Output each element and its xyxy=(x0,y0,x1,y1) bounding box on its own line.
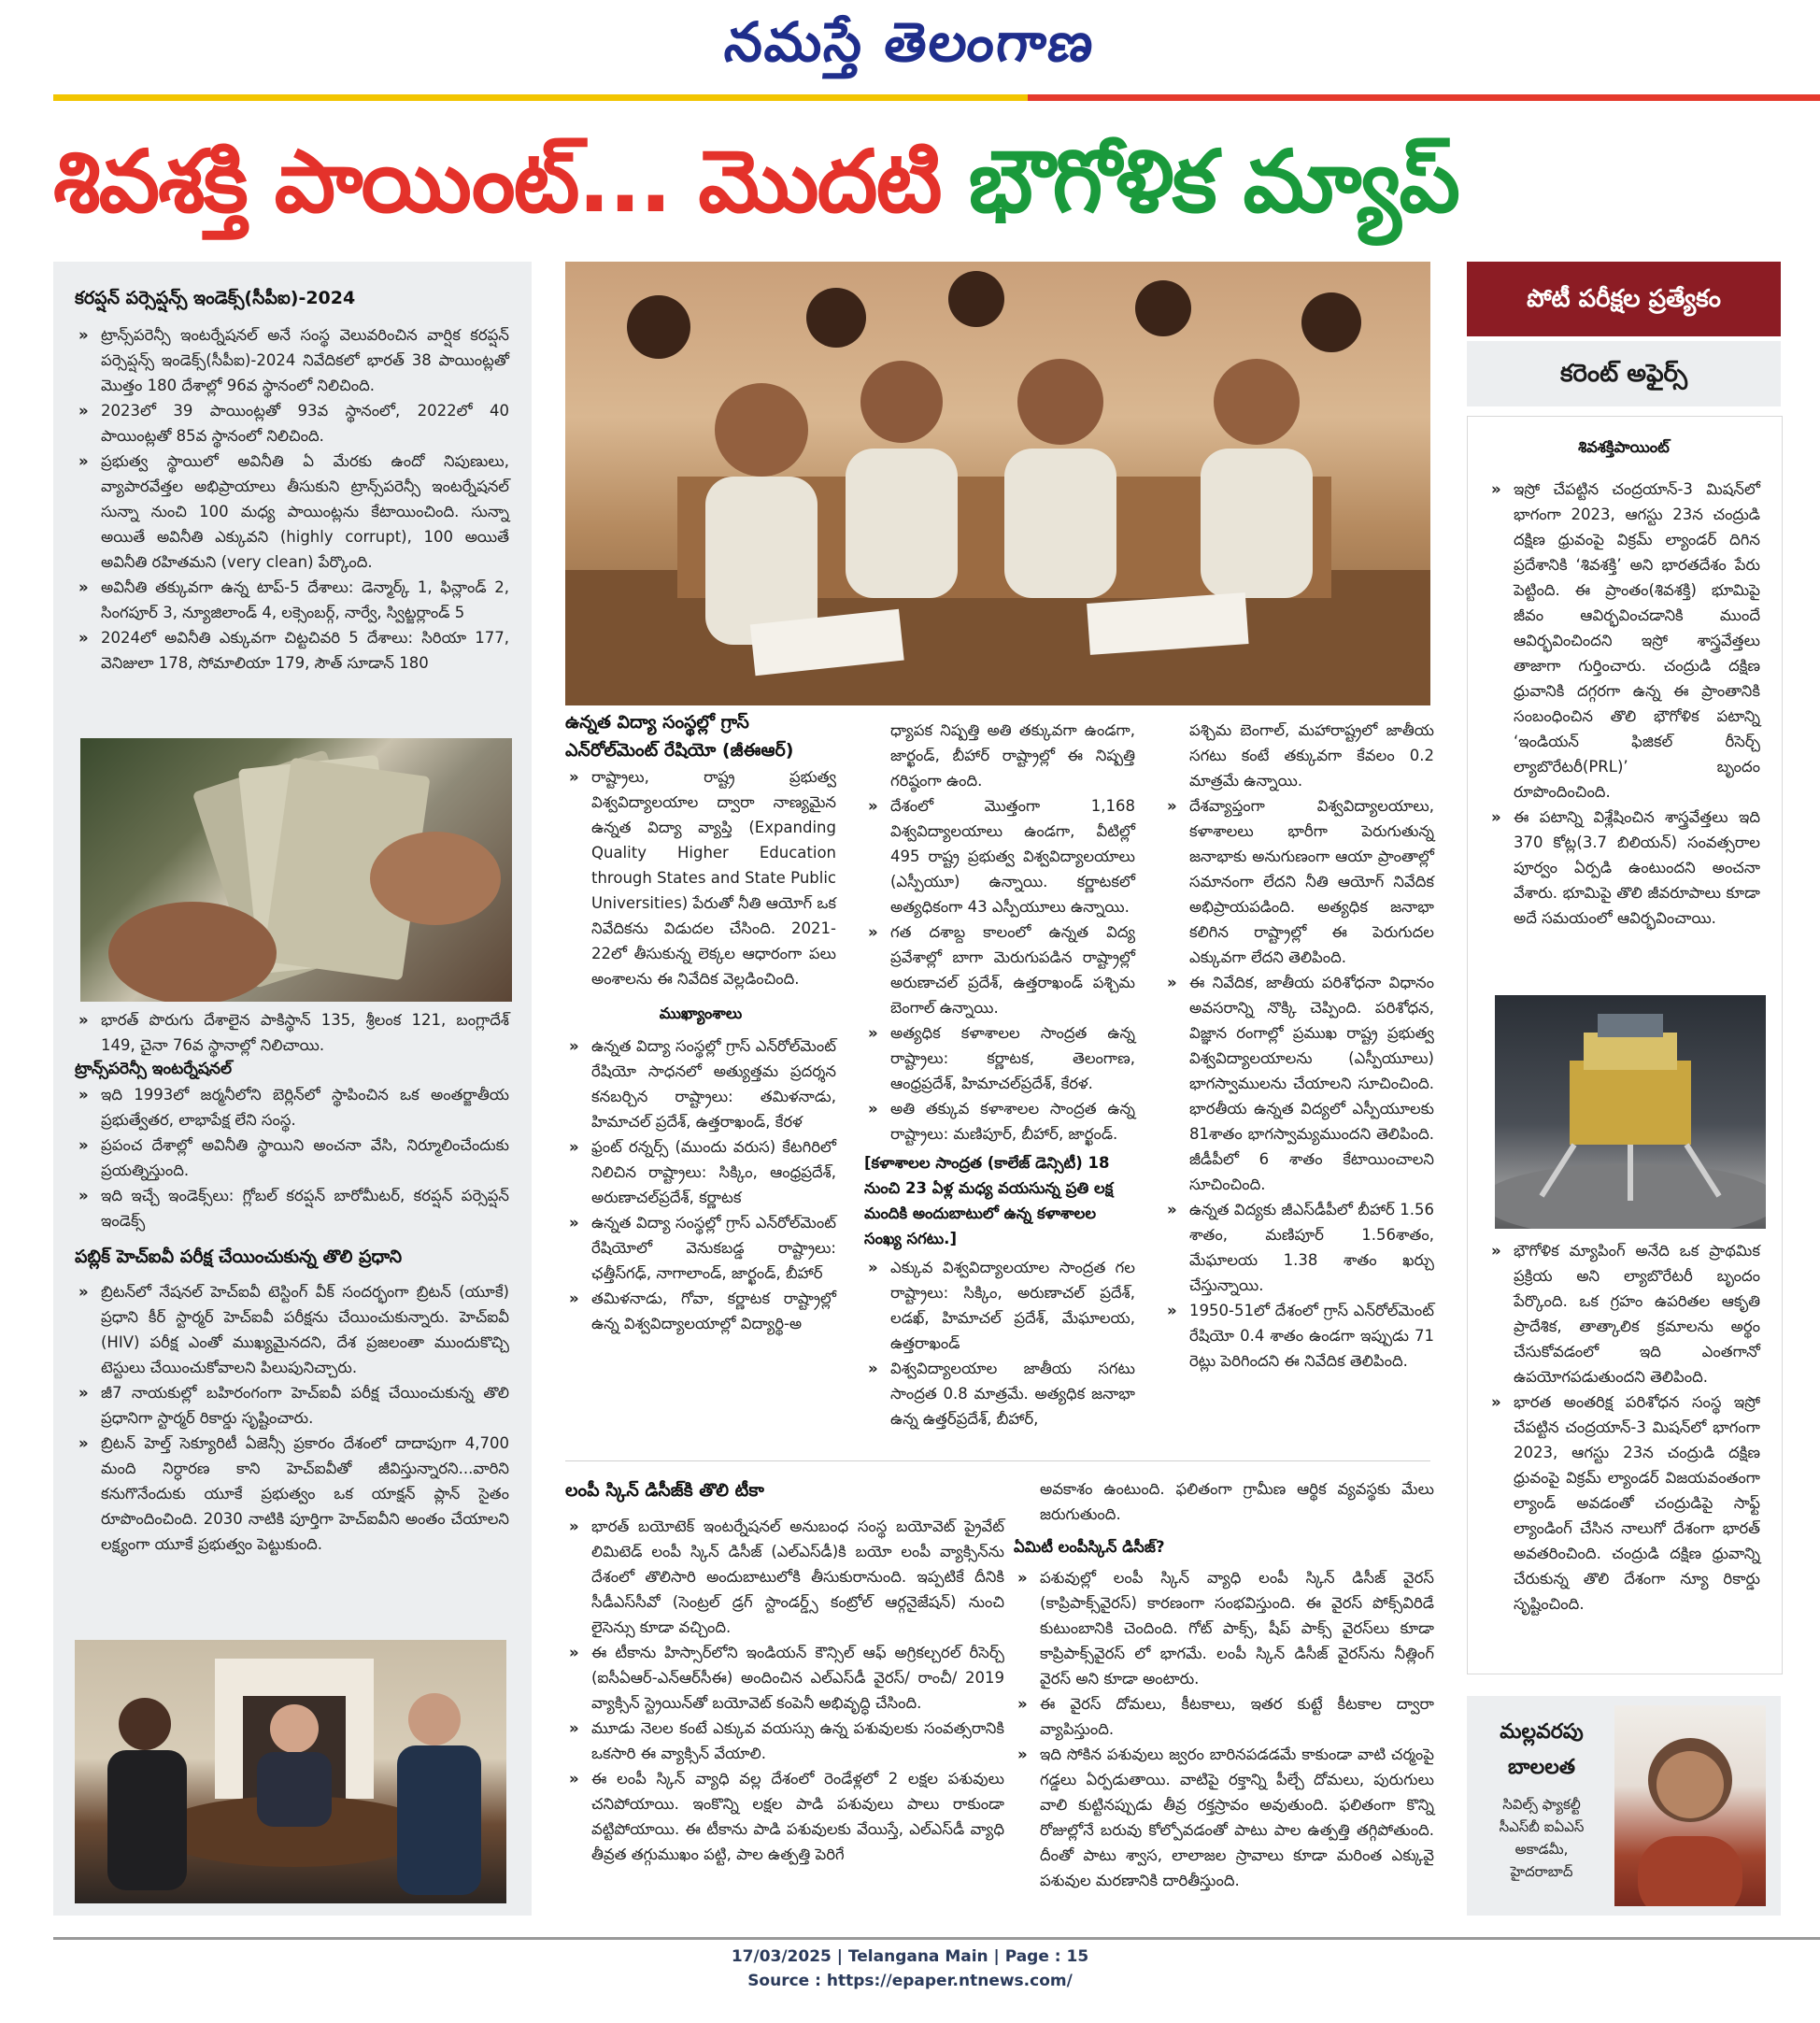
list-item: » గత దశాబ్ద కాలంలో ఉన్నత విద్య ప్రవేశాల్లో బాగా మెరుగుపడిన రాష్ట్రాల్లో అరుణాచల్ ప్రదేశ్, ఉత్తరాఖండ్ పశ్చిమ బెంగాల్ ఉన్నాయి. xyxy=(864,919,1135,1020)
list-item: » అత్యధిక కళాశాలల సాంద్రత ఉన్న రాష్ట్రాలు: కర్ణాటక, తెలంగాణ, ఆంధ్రప్రదేశ్, హిమాచల్‌ప్రదేశ్, కేరళ. xyxy=(864,1020,1135,1096)
list-item: » ఇది ఇచ్చే ఇండెక్స్‌లు: గ్లోబల్ కరప్షన్ బారోమీటర్, కరప్షన్ పర్సెప్షన్ ఇండెక్స్ xyxy=(75,1183,509,1233)
lsd-title: లంపీ స్కిన్ డిసీజ్‌కి తొలి టీకా xyxy=(565,1480,764,1501)
list-item: » బ్రిటన్‌లో నేషనల్ హెచ్ఐవీ టెస్టింగ్ వీక్ సందర్భంగా బ్రిటన్ (యూకే) ప్రధాని కీర్ స్టార్మర్ హెచ్ఐవీ పరీక్షను చేయించుకున్నారు. హెచ్ఐవీ (HIV) పరీక్ష ఎంతో ముఖ్యమైనదని, దేశ ప్రజలంతా ముందుకొచ్చి టెస్టులు చేయించుకోవాలని పిలుపునిచ్చారు. xyxy=(75,1279,509,1380)
headline-green-part: భౌగోళిక మ్యాప్ xyxy=(968,132,1458,232)
edition-info: 17/03/2025 | Telangana Main | Page : 15 xyxy=(731,1947,1089,1966)
list-item: » భారత్ బయోటెక్ ఇంటర్నేషనల్ అనుబంధ సంస్థ బయోవెట్ ప్రైవేట్ లిమిటెడ్ లంపీ స్కిన్ డిసీజ్ (ఎల్ఎస్‌డీ)కి బయో లంపీ వ్యాక్సిన్‌ను దేశంలో తొలిసారి అందుబాటులోకి తీసుకురానుంది. ఇప్పటికే దీనికి సీడీఎస్‌సీవో (సెంట్రల్ డ్రగ్ స్టాండర్డ్స్ కంట్రోల్ ఆర్గనైజేషన్) నుంచి లైసెన్సు కూడా వచ్చింది. xyxy=(565,1514,1004,1640)
list-item: » ఇది సోకిన పశువులు జ్వరం బారినపడడమే కాకుండా వాటి చర్మంపై గడ్డలు ఏర్పడుతాయి. వాటిపై రక్తాన్ని పీల్చే దోమలు, పురుగులు వాలి కుట్టినప్పుడు తీవ్ర రక్తస్రావం అవుతుంది. ఫలితంగా కొన్ని రోజుల్లోనే బరువు కోల్పోవడంతో పాటు పాల ఉత్పత్తి తగ్గిపోతుంది. దీంతో పాటు శ్వాస, లాలాజల స్రావాలు కూడా మరింత ఎక్కువై పశువుల మరణానికి దారితీస్తుంది. xyxy=(1014,1742,1434,1893)
shivashakti-section xyxy=(1487,435,1760,931)
list-item: » ఈ టీకాను హిస్సార్‌లోని ఇండియన్ కౌన్సిల్ ఆఫ్ అగ్రికల్చరల్ రీసెర్చ్ (ఐసీఏఆర్-ఎన్ఆర్‌సీఈ) అందించిన ఎల్ఎస్‌డీ వైరస్/ రాంచీ/ 2019 వ్యాక్సిన్ స్ట్రెయిన్‌తో బయోవెట్ కంపెనీ అభివృద్ధి చేసింది. xyxy=(565,1640,1004,1716)
paragraph: పశ్చిమ బెంగాల్, మహారాష్ట్రలో జాతీయ సగటు కంటే తక్కువగా కేవలం 0.2 మాత్రమే ఉన్నాయి. xyxy=(1189,721,1434,790)
list-item: » జీ7 నాయకుల్లో బహిరంగంగా హెచ్ఐవీ పరీక్ష చేయించుకున్న తొలి ప్రధానిగా స్టార్మర్ రికార్డు సృష్టించారు. xyxy=(75,1380,509,1431)
cpi-neighbours xyxy=(75,1007,509,1557)
list-item: » భారత్ పొరుగు దేశాలైన పాకిస్థాన్ 135, శ్రీలంక 121, బంగ్లాదేశ్ 149, చైనా 76వ స్థానాల్లో నిలిచాయి. xyxy=(75,1007,509,1058)
list-item: » విశ్వవిద్యాలయాల జాతీయ సగటు సాంద్రత 0.8 మాత్రమే. అత్యధిక జనాభా ఉన్న ఉత్తర్‌ప్రదేశ్, బీహార్, xyxy=(864,1356,1135,1432)
list-item: » ట్రాన్స్‌పరెన్సీ ఇంటర్నేషనల్ అనే సంస్థ వెలువరించిన వార్షిక కరప్షన్ పర్సెప్షన్స్ ఇండెక్స్(సీపీఐ)-2024 నివేదికలో భారత్ 38 పాయింట్లతో మొత్తం 180 దేశాల్లో 96వ స్థానంలో నిలిచింది. xyxy=(75,322,509,398)
meeting-illustration xyxy=(75,1640,506,1903)
masthead xyxy=(0,0,1820,93)
paragraph: ధ్యాపక నిష్పత్తి అతి తక్కువగా ఉండగా, జార్ఖండ్, బీహార్ రాష్ట్రాల్లో ఈ నిష్పత్తి గరిష్ఠంగా ఉంది. xyxy=(890,721,1135,790)
list-item: » దేశంలో మొత్తంగా 1,168 విశ్వవిద్యాలయాలు ఉండగా, వీటిల్లో 495 రాష్ట్ర ప్రభుత్వ విశ్వవిద్యాలయాలు (ఎస్పీయూ) ఉన్నాయి. కర్ణాటకలో అత్యధికంగా 43 ఎస్పీయూలు ఉన్నాయి. xyxy=(864,793,1135,919)
source-link[interactable]: Source : https://epaper.ntnews.com/ xyxy=(747,1972,1073,1990)
list-item: » ఈ పటాన్ని విశ్లేషించిన శాస్త్రవేత్తలు ఇది 370 కోట్ల(3.7 బిలియన్) సంవత్సరాల పూర్వం ఏర్పడి ఉంటుందని అంచనా వేశారు. భూమిపై తొలి జీవరూపాలు కూడా అదే సమయంలో ఆవిర్భవించాయి. xyxy=(1487,805,1760,931)
vikram-lander-photo xyxy=(1495,995,1766,1229)
author-info xyxy=(1467,1715,1616,1883)
subbanner-text: కరెంట్ అఫైర్స్ xyxy=(1559,360,1688,388)
list-item: » 2024లో అవినీతి ఎక్కువగా చిట్టచివరి 5 దేశాలు: సిరియా 177, వెనిజులా 178, సోమాలియా 179, సౌత్ సూడాన్ 180 xyxy=(75,625,509,676)
list-item: » ఇస్రో చేపట్టిన చంద్రయాన్-3 మిషన్‌లో భాగంగా 2023, ఆగస్టు 23న చంద్రుడి దక్షిణ ధ్రువంపై విక్రమ్ ల్యాండర్ దిగిన ప్రదేశానికి ‘శివశక్తి’ అని భారతదేశం పేరు పెట్టింది. ఈ ప్రాంతం(శివశక్తి) భూమిపై జీవం ఆవిర్భవించడానికి ముందే ఆవిర్భవించిందని ఇస్రో శాస్త్రవేత్తలు తాజాగా గుర్తించారు. చంద్రుడి దక్షిణ ధ్రువానికి దగ్గరగా ఉన్న ఈ ప్రాంతానికి సంబంధించిన తొలి భౌగోళిక పటాన్ని ‘ఇండియన్ ఫిజికల్ రీసెర్చ్ ల్యాబొరేటరీ(PRL)’ బృందం రూపొందించింది. xyxy=(1487,477,1760,805)
list-item: » ఉన్నత విద్యా సంస్థల్లో గ్రాస్ ఎన్‌రోల్‌మెంట్ రేషియో సాధనలో అత్యుత్తమ ప్రదర్శన కనబర్చిన రాష్ట్రాలు: తమిళనాడు, హిమాచల్ ప్రదేశ్, ఉత్తరాఖండ్, కేరళ xyxy=(565,1033,836,1134)
author-portrait xyxy=(1614,1705,1766,1906)
author-first-name: మల్లవరపు xyxy=(1500,1720,1584,1744)
list-item: » ఇది 1993లో జర్మనీలోని బెర్లిన్‌లో స్థాపించిన ఒక అంతర్జాతీయ ప్రభుత్వేతర, లాభాపేక్ష లేని సంస్థ. xyxy=(75,1082,509,1133)
currency-notes-photo xyxy=(80,738,512,1002)
paragraph: అవకాశం ఉంటుంది. ఫలితంగా గ్రామీణ ఆర్థిక వ్యవస్థకు మేలు జరుగుతుంది. xyxy=(1040,1480,1434,1523)
ti-title: ట్రాన్స్‌పరెన్సీ ఇంటర్నేషనల్ xyxy=(75,1060,232,1078)
lander-illustration xyxy=(1495,995,1766,1229)
competitive-exams-banner xyxy=(1467,262,1781,336)
highlights-label: ముఖ్యాంశాలు xyxy=(659,1004,743,1022)
cpi-section xyxy=(75,288,509,676)
lsd-column-1 xyxy=(565,1476,1004,1867)
shivashakti-section-2 xyxy=(1487,1238,1760,1617)
list-item: » పశువుల్లో లంపీ స్కిన్ వ్యాధి లంపీ స్కిన్ డిసీజ్ వైరస్ (కాప్రిపాక్స్‌వైరస్) కారణంగా సంభవిస్తుంది. ఈ వైరస్ పోక్స్‌విరిడే కుటుంబానికి చెందింది. గోట్ పాక్స్, షీప్ పాక్స్ వైరస్‌లు కూడా కాప్రిపాక్స్‌వైరస్ లో భాగమే. లంపీ స్కిన్ డిసీజ్ వైరస్‌ను నీత్లింగ్ వైరస్ అని కూడా అంటారు. xyxy=(1014,1565,1434,1691)
list-item: » దేశవ్యాప్తంగా విశ్వవిద్యాలయాలు, కళాశాలలు భారీగా పెరుగుతున్న జనాభాకు అనుగుణంగా ఆయా ప్రాంతాల్లో సమానంగా లేదని నీతి ఆయోగ్ నివేదిక అభిప్రాయపడింది. అత్యధిక జనాభా కలిగిన రాష్ట్రాల్లో ఈ పెరుగుదల ఎక్కువగా లేదని తెలిపింది. xyxy=(1163,793,1434,970)
author-role: హైదరాబాద్ xyxy=(1510,1863,1573,1880)
money-illustration xyxy=(80,738,512,1002)
shivashakti-title: శివశక్తిపాయింట్ xyxy=(1578,438,1670,456)
list-item: » అతి తక్కువ కళాశాలల సాంద్రత ఉన్న రాష్ట్రాలు: మణిపూర్, బీహార్, జార్ఖండ్. xyxy=(864,1096,1135,1147)
list-item: » 1950-51లో దేశంలో గ్రాస్ ఎన్‌రోల్‌మెంట్ రేషియో 0.4 శాతం ఉండగా ఇప్పుడు 71 రెట్లు పెరిగిందని ఈ నివేదిక తెలిపింది. xyxy=(1163,1298,1434,1374)
list-item: » బ్రిటన్ హెల్త్ సెక్యూరిటీ ఏజెన్సీ ప్రకారం దేశంలో దాదాపుగా 4,700 మంది నిర్ధారణ కాని హెచ్ఐవీతో జీవిస్తున్నారని...వారిని కనుగొనేందుకు యూకే ప్రభుత్వం ఒక యాక్షన్ ప్లాన్ సైతం రూపొందించింది. 2030 నాటికి పూర్తిగా హెచ్ఐవీని అంతం చేయాలని లక్ష్యంగా యూకే ప్రభుత్వం పెట్టుకుంది. xyxy=(75,1431,509,1557)
list-item: » 2023లో 39 పాయింట్లతో 93వ స్థానంలో, 2022లో 40 పాయింట్లతో 85వ స్థానంలో నిలిచింది. xyxy=(75,398,509,449)
author-photo xyxy=(1614,1705,1766,1906)
author-role: సీఎస్‌బీ ఐఏఎస్ xyxy=(1499,1818,1585,1835)
list-item: » ప్రభుత్వ స్థాయిలో అవినీతి ఏ మేరకు ఉందో నిపుణులు, వ్యాపారవేత్తల అభిప్రాయాలు తీసుకుని ట్రాన్స్‌పరెన్సీ ఇంటర్నేషనల్ సున్నా నుంచి 100 మధ్య పాయింట్లను కేటాయించింది. సున్నా అయితే అవినీతి ఎక్కువని (highly corrupt), 100 అయితే అవినీతి రహితమని (very clean) పేర్కొంది. xyxy=(75,449,509,575)
section-divider xyxy=(565,1460,1430,1461)
list-item: » ఫ్రంట్ రన్నర్స్ (ముందు వరుస) కేటగిరిలో నిలిచిన రాష్ట్రాలు: సిక్కిం, ఆంధ్రప్రదేశ్, అరుణాచల్‌ప్రదేశ్, కర్ణాటక xyxy=(565,1134,836,1210)
classroom-students-photo xyxy=(565,262,1430,705)
author-role: అకాడమీ, xyxy=(1514,1841,1569,1858)
list-item: » భారత అంతరిక్ష పరిశోధన సంస్థ ఇస్రో చేపట్టిన చంద్రయాన్-3 మిషన్‌లో భాగంగా 2023, ఆగస్టు 23న చంద్రుడి దక్షిణ ధ్రువంపై విక్రమ్ ల్యాండర్ విజయవంతంగా ల్యాండ్ అవడంతో చంద్రుడిపై సాఫ్ట్ ల్యాండింగ్ చేసిన నాలుగో దేశంగా భారత్ అవతరించింది. చంద్రుడి దక్షిణ ధ్రువాన్ని చేరుకున్న తొలి దేశంగా న్యూ రికార్డు సృష్టించింది. xyxy=(1487,1389,1760,1617)
list-item: » అవినీతి తక్కువగా ఉన్న టాప్-5 దేశాలు: డెన్మార్క్ 1, ఫిన్లాండ్ 2, సింగపూర్ 3, న్యూజిలాండ్ 4, లక్సెంబర్గ్, నార్వే, స్విట్జర్లాండ్ 5 xyxy=(75,575,509,625)
list-item: » ఈ నివేదిక, జాతీయ పరిశోధనా విధానం అవసరాన్ని నొక్కి చెప్పింది. పరిశోధన, విజ్ఞాన రంగాల్లో ప్రముఖ రాష్ట్ర ప్రభుత్వ విశ్వవిద్యాలయాలను (ఎస్పీయూలు) భాగస్వాములను చేయాలని సూచించింది. భారతీయ ఉన్నత విద్యలో ఎస్పీయూలకు 81శాతం భాగస్వామ్యముందని తెలిపింది. జీడీపీలో 6 శాతం కేటాయించాలని సూచించింది. xyxy=(1163,970,1434,1197)
ger-column-3 xyxy=(1163,718,1434,1374)
list-item: » ఎక్కువ విశ్వవిద్యాలయాల సాంద్రత గల రాష్ట్రాలు: సిక్కిం, అరుణాచల్ ప్రదేశ్, లడఖ్, హిమాచల్ ప్రదేశ్, మేఘాలయ, ఉత్తరాఖండ్ xyxy=(864,1255,1135,1356)
list-item: » మూడు నెలల కంటే ఎక్కువ వయస్సు ఉన్న పశువులకు సంవత్సరానికి ఒకసారి ఈ వ్యాక్సిన్ వేయాలి. xyxy=(565,1716,1004,1766)
ger-column-1 xyxy=(565,708,836,1336)
list-item: » ఉన్నత విద్యా సంస్థల్లో గ్రాస్ ఎన్‌రోల్‌మెంట్ రేషియోలో వెనుకబడ్డ రాష్ట్రాలు: ఛత్తీస్‌గఢ్, నాగాలాండ్, జార్ఖండ్, బీహార్ xyxy=(565,1210,836,1286)
bottom-rule xyxy=(53,1937,1820,1940)
list-item: » ఈ వైరస్ దోమలు, కీటకాలు, ఇతర కుట్టే కీటకాల ద్వారా వ్యాపిస్తుంది. xyxy=(1014,1691,1434,1742)
headline-red-part: శివశక్తి పాయింట్... మొదటి xyxy=(53,132,969,232)
ger-column-2 xyxy=(864,718,1135,1432)
list-item: » ప్రపంచ దేశాల్లో అవినీతి స్థాయిని అంచనా వేసి, నిర్మూలించేందుకు ప్రయత్నిస్తుంది. xyxy=(75,1133,509,1183)
list-item: » ఈ లంపీ స్కిన్ వ్యాధి వల్ల దేశంలో రెండేళ్లలో 2 లక్షల పశువులు చనిపోయాయి. ఇంకొన్ని లక్షల పాడి పశువులు పాలు రాకుండా వట్టిపోయాయి. ఈ టీకాను పాడి పశువులకు వేయిస్తే, ఎల్ఎస్‌డీ వ్యాధి తీవ్రత తగ్గుముఖం పట్టి, పాల ఉత్పత్తి పెరిగే xyxy=(565,1766,1004,1867)
current-affairs-banner xyxy=(1467,341,1781,406)
lsd-column-2 xyxy=(1014,1476,1434,1893)
lsd-what-title: ఏమిటీ లంపీస్కిన్ డిసీజ్? xyxy=(1014,1538,1165,1556)
list-item: » ఉన్నత విద్యకు జీఎస్‌డీపీలో బీహార్ 1.56 శాతం, మణిపూర్ 1.56శాతం, మేఘాలయ 1.38 శాతం ఖర్చు చేస్తున్నాయి. xyxy=(1163,1197,1434,1298)
cpi-title: కరప్షన్ పర్సెప్షన్స్ ఇండెక్స్(సీపీఐ)-2024 xyxy=(75,288,356,308)
top-rule-accent xyxy=(1028,94,1820,101)
ger-title: ఉన్నత విద్యా సంస్థల్లో గ్రాస్ ఎన్‌రోల్‌మెంట్ రేషియో (జీఈఆర్) xyxy=(565,712,794,761)
classroom-illustration xyxy=(565,262,1430,705)
hiv-title: పబ్లిక్ హెచ్ఐవీ పరీక్ష చేయించుకున్న తొలి ప్రధాని xyxy=(75,1247,403,1267)
author-last-name: బాలలత xyxy=(1508,1756,1575,1779)
list-item: » తమిళనాడు, గోవా, కర్ణాటక రాష్ట్రాల్లో ఉన్న విశ్వవిద్యాలయాల్లో విద్యార్థి-అ xyxy=(565,1286,836,1336)
author-role: సివిల్స్ ఫ్యాకల్టీ xyxy=(1502,1796,1581,1813)
page-headline xyxy=(53,112,1820,252)
newspaper-logo: నమస్తే తెలంగాణ xyxy=(721,10,1099,74)
list-item: » భౌగోళిక మ్యాపింగ్ అనేది ఒక ప్రాథమిక ప్రక్రియ అని ల్యాబొరేటరీ బృందం పేర్కొంది. ఒక గ్రహం ఉపరితల ఆకృతి ప్రాదేశిక, తాత్కాలిక క్రమాలను అర్థం చేసుకోవడంలో ఇది ఎంతగానో ఉపయోగపడుతుందని తెలిపింది. xyxy=(1487,1238,1760,1389)
college-density-note: [కళాశాలల సాంద్రత (కాలేజ్ డెన్సిటీ) 18 నుంచి 23 ఏళ్ల మధ్య వయసున్న ప్రతి లక్ష మందికి అందుబాటులో ఉన్న కళాశాలల సంఖ్య సగటు.] xyxy=(864,1154,1114,1247)
prime-minister-meeting-photo xyxy=(75,1640,506,1903)
banner-text: పోటీ పరీక్షల ప్రత్యేకం xyxy=(1527,285,1721,313)
list-item: » రాష్ట్రాలు, రాష్ట్ర ప్రభుత్వ విశ్వవిద్యాలయాల ద్వారా నాణ్యమైన ఉన్నత విద్యా వ్యాప్తి (Expanding Quality Higher Education through States and State Public Universities) పేరుతో నీతి ఆయోగ్ ఒక నివేదికను విడుదల చేసింది. 2021-22లో తీసుకున్న లెక్కల ఆధారంగా పలు అంశాలను ఈ నివేదిక వెల్లడించింది. xyxy=(565,764,836,991)
